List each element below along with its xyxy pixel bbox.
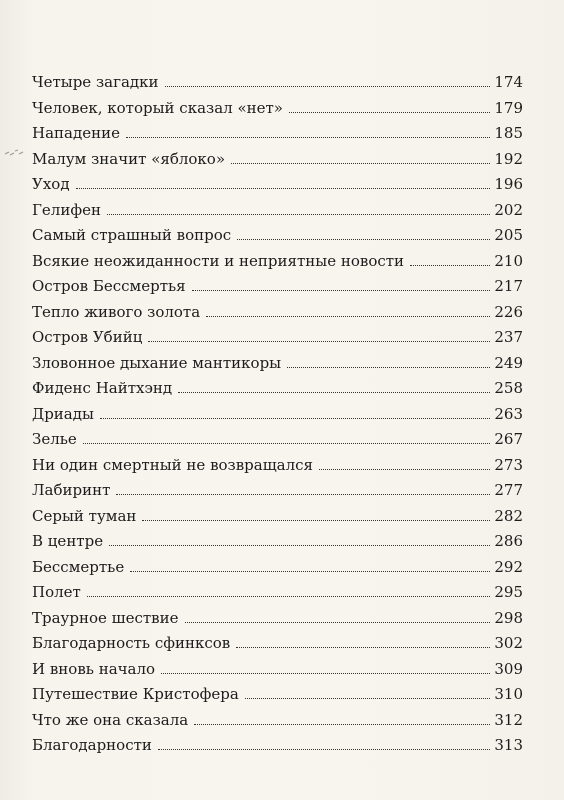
toc-entry [32, 96, 523, 122]
toc-dot-leader [87, 596, 491, 597]
toc-dot-leader [410, 265, 490, 266]
toc-entry-title: Путешествие Кристофера [32, 685, 239, 703]
toc-dot-leader [109, 545, 490, 546]
toc-entry-page-number: 202 [494, 200, 523, 219]
toc-entry-page-number: 277 [494, 481, 523, 499]
toc-entry-page-number: 312 [494, 710, 523, 729]
toc-dot-leader [161, 673, 490, 674]
toc-entry [32, 427, 523, 453]
toc-dot-leader [236, 647, 490, 648]
toc-entry-title: Ни один смертный не возвращался [32, 455, 313, 474]
toc-entry [32, 580, 523, 606]
toc-entry [32, 504, 523, 530]
toc-entry [32, 70, 523, 96]
toc-entry-page-number: 205 [494, 226, 523, 244]
toc-entry-title: Остров Бессмертья [32, 277, 186, 295]
toc-dot-leader [116, 494, 490, 495]
toc-entry-title: Зелье [32, 430, 77, 448]
toc-dot-leader [165, 86, 491, 87]
toc-entry-title: Серый туман [32, 506, 137, 525]
toc-entry-page-number: 309 [494, 659, 523, 678]
toc-dot-leader [142, 520, 490, 521]
toc-entry-page-number: 196 [494, 175, 523, 193]
toc-entry-page-number: 217 [494, 277, 523, 295]
toc-entry [32, 657, 523, 683]
toc-entry-title: Фиденс Найтхэнд [32, 379, 173, 397]
toc-entry-title: Благодарности [32, 736, 152, 754]
toc-entry [32, 555, 523, 581]
toc-entry-title: Человек, который сказал «нет» [32, 98, 283, 117]
toc-entry [32, 300, 523, 326]
toc-dot-leader [206, 316, 490, 317]
toc-entry-page-number: 179 [494, 98, 523, 117]
toc-entry-title: И вновь начало [32, 659, 156, 678]
toc-dot-leader [192, 290, 491, 291]
toc-entry-title: Что же она сказала [32, 710, 189, 729]
toc-entry-title: Траурное шествие [32, 608, 179, 627]
toc-entry-page-number: 258 [494, 379, 523, 397]
toc-entry-page-number: 295 [494, 583, 523, 601]
toc-entry-page-number: 286 [494, 532, 523, 550]
toc-entry [32, 453, 523, 479]
toc-dot-leader [148, 341, 490, 342]
toc-entry [32, 274, 523, 300]
toc-dot-leader [319, 469, 490, 470]
toc-entry [32, 351, 523, 377]
toc-dot-leader [231, 163, 490, 164]
toc-entry-title: Гелифен [32, 200, 101, 219]
toc-entry [32, 147, 523, 173]
toc-entry-title: Благодарность сфинксов [32, 634, 231, 652]
toc-dot-leader [287, 367, 490, 368]
toc-entry-title: Лабиринт [32, 481, 111, 499]
toc-entry [32, 223, 523, 249]
toc-entry [32, 376, 523, 402]
toc-entry-page-number: 192 [494, 149, 523, 168]
toc-dot-leader [158, 749, 490, 750]
toc-entry [32, 172, 523, 198]
toc-dot-leader [107, 214, 490, 215]
toc-entry [32, 606, 523, 632]
toc-entry-page-number: 174 [494, 73, 523, 91]
toc-entry-title: Четыре загадки [32, 73, 159, 91]
toc-entry-title: Полет [32, 583, 81, 601]
toc-dot-leader [245, 698, 491, 699]
toc-entry [32, 478, 523, 504]
toc-entry [32, 325, 523, 351]
toc-entry-title: Тепло живого золота [32, 302, 201, 321]
toc-entry-page-number: 302 [494, 634, 523, 652]
toc-entry-title: Уход [32, 175, 70, 193]
toc-entry-page-number: 313 [494, 736, 523, 754]
toc-entry-page-number: 282 [494, 506, 523, 525]
toc-entry-title: В центре [32, 532, 104, 550]
toc-dot-leader [237, 239, 490, 240]
toc-entry-page-number: 185 [494, 124, 523, 142]
toc-dot-leader [185, 622, 491, 623]
toc-entry-title: Всякие неожиданности и неприятные новости [32, 251, 405, 270]
toc-entry-title: Бессмертье [32, 557, 125, 576]
toc-dot-leader [130, 571, 490, 572]
toc-entry-page-number: 267 [494, 430, 523, 448]
toc-entry-page-number: 263 [494, 404, 523, 423]
toc-dot-leader [100, 418, 490, 419]
toc-entry-title: Остров Убийц [32, 328, 143, 346]
toc-entry [32, 529, 523, 555]
toc-entry [32, 402, 523, 428]
toc-entry [32, 249, 523, 275]
toc-entry [32, 682, 523, 708]
ink-smudge-mark [4, 148, 26, 158]
toc-entry-page-number: 310 [494, 685, 523, 703]
toc-dot-leader [289, 112, 490, 113]
toc-entry [32, 121, 523, 147]
toc-entry-page-number: 237 [494, 328, 523, 346]
toc-dot-leader [178, 392, 490, 393]
toc-entry-page-number: 210 [494, 251, 523, 270]
toc-entry-page-number: 249 [494, 353, 523, 372]
toc-entry-title: Самый страшный вопрос [32, 226, 232, 244]
toc-dot-leader [83, 443, 491, 444]
toc-entry-title: Нападение [32, 124, 120, 142]
toc-entry [32, 631, 523, 657]
toc-dot-leader [194, 724, 490, 725]
toc-dot-leader [76, 188, 491, 189]
toc-entry-page-number: 226 [494, 302, 523, 321]
toc-entry-page-number: 273 [494, 455, 523, 474]
toc-entry [32, 708, 523, 734]
toc-entry-title: Дриады [32, 404, 94, 423]
toc-entry [32, 198, 523, 224]
toc-entry-title: Зловонное дыхание мантикоры [32, 353, 282, 372]
toc-entry-page-number: 292 [494, 557, 523, 576]
table-of-contents [32, 70, 523, 759]
toc-entry-page-number: 298 [494, 608, 523, 627]
toc-dot-leader [126, 137, 490, 138]
toc-entry [32, 733, 523, 759]
toc-entry-title: Малум значит «яблоко» [32, 149, 226, 168]
